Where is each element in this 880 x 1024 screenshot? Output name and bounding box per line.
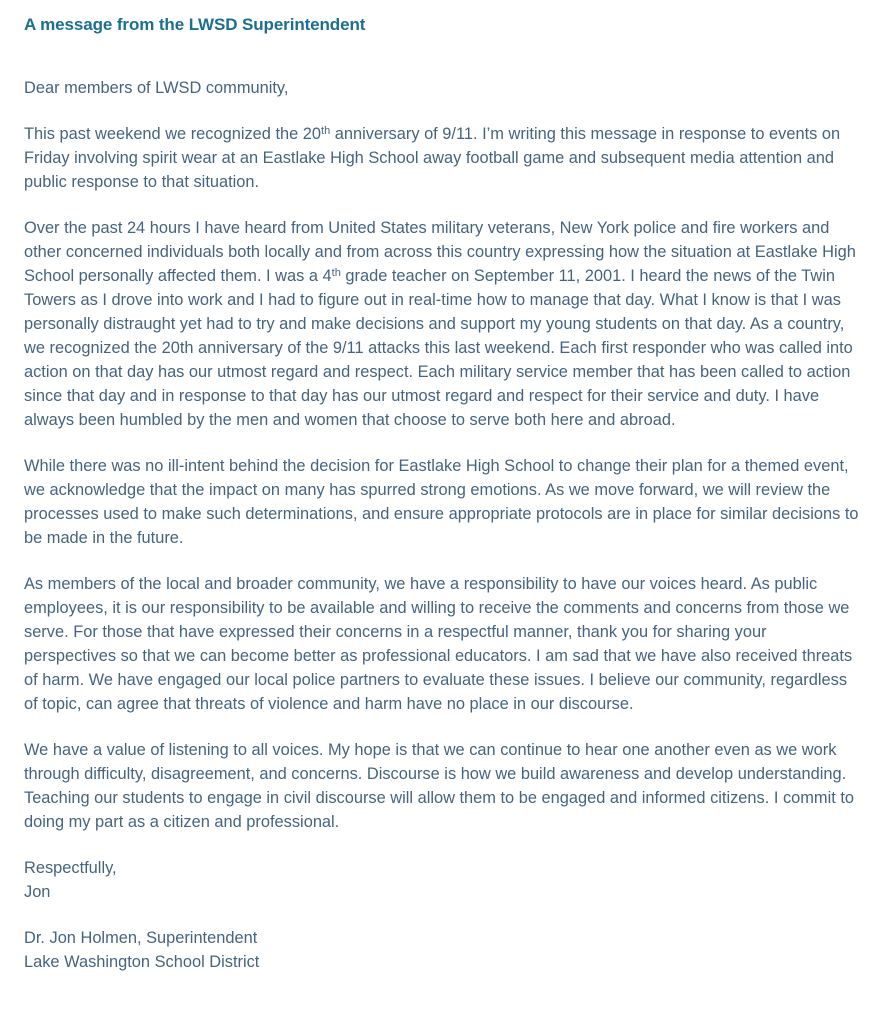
signoff-block <box>24 856 862 904</box>
message-body <box>24 76 862 974</box>
ordinal-suffix: th <box>331 267 341 279</box>
paragraph-anniversary: This past weekend we recognized the 20th anniversary of 9/11. I’m writing this message in response to events on Friday involving spirit wear at an Eastlake High School away football game and subsequent media attention and public response to that situation. <box>24 125 841 191</box>
signature-name-and-role: Dr. Jon Holmen, Superintendent <box>24 929 258 947</box>
paragraph-community-responsibility: As members of the local and broader community, we have a responsibility to have our voices heard. As public employees, it is our responsibility to be available and willing to receive the comments and concerns from those we serve. For those that have expressed their concerns in a respectful manner, thank you for sharing your perspectives so that we can become better as professional educators. I am sad that we have also received threats of harm. We have engaged our local police partners to evaluate these issues. I believe our community, regardless of topic, can agree that threats of violence and harm have no place in our discourse. <box>24 575 853 713</box>
page-title: A message from the LWSD Superintendent <box>24 15 366 34</box>
paragraph-veterans-response: Over the past 24 hours I have heard from United States military veterans, New York police and fire workers and other concerned individuals both locally and from across this country expressing how the situation at Eastlake High School personally affected them. I was a 4th grade teacher on September 11, 2001. I heard the news of the Twin Towers as I drove into work and I had to figure out in real-time how to manage that day. What I know is that I was personally distraught yet had to try and make decisions and support my young students on that day. As a country, we recognized the 20th anniversary of the 9/11 attacks this last weekend. Each first responder who was called into action on that day has our utmost regard and respect. Each military service member that has been called to action since that day and in response to that day has our utmost regard and respect for their service and duty. I have always been humbled by the men and women that choose to serve both here and abroad. <box>24 219 856 429</box>
paragraph-ill-intent: While there was no ill-intent behind the decision for Eastlake High School to change their plan for a themed event, we acknowledge that the impact on many has spurred strong emotions. As we move forward, we will review the processes used to make such determinations, and ensure appropriate protocols are in place for similar decisions to be made in the future. <box>24 457 859 547</box>
paragraph-list <box>24 122 862 834</box>
signature-block <box>24 926 862 974</box>
salutation: Dear members of LWSD community, <box>24 79 289 97</box>
signature-organization: Lake Washington School District <box>24 953 260 971</box>
signoff-first-name: Jon <box>24 883 51 901</box>
paragraph-listening-value: We have a value of listening to all voices. My hope is that we can continue to hear one another even as we work through difficulty, disagreement, and concerns. Discourse is how we build awareness and develop understanding. Teaching our students to engage in civil discourse will allow them to be engaged and informed citizens. I commit to doing my part as a citizen and professional. <box>24 741 854 831</box>
ordinal-suffix: th <box>321 125 331 137</box>
signoff-closing: Respectfully, <box>24 859 117 877</box>
